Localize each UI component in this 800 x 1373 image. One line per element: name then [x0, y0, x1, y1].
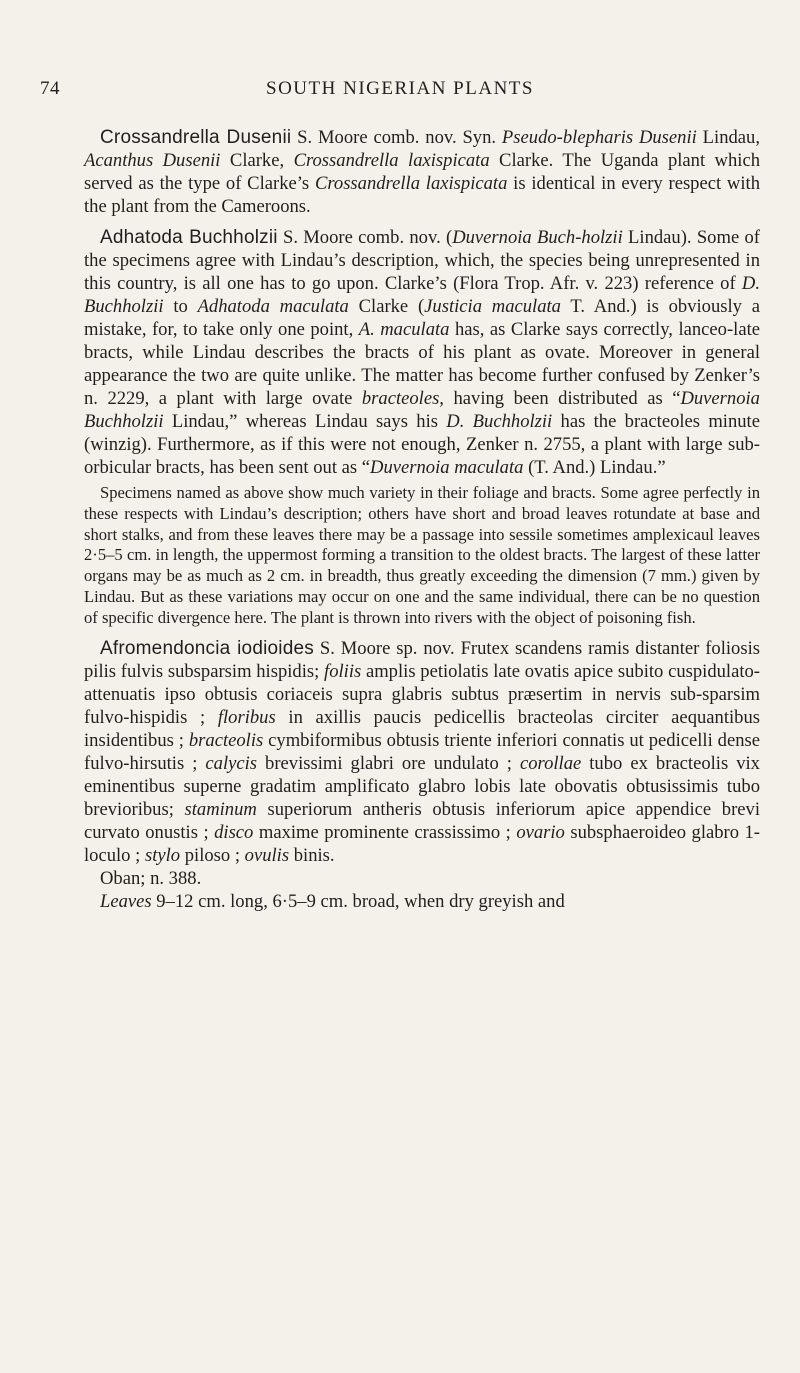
running-title: SOUTH NIGERIAN PLANTS: [266, 78, 534, 99]
species-name: Afromendoncia iodioides: [100, 637, 314, 659]
running-head: [40, 78, 760, 104]
locality: Oban; n. 388.: [100, 867, 202, 889]
entry-crossandrella: Crossandrella Dusenii S. Moore comb. nov. Syn. Pseudo-blepharis Dusenii Lindau, Acanthus Dusenii Clarke, Crossandrella laxispicata Clarke. The Uganda plant which served as the type of Clarke’s Crossandrella laxispicata is identical in every respect with the plant from the Cameroons.: [84, 127, 760, 217]
page-number: 74: [40, 78, 60, 99]
leaves-description: Leaves 9–12 cm. long, 6·5–9 cm. broad, when dry greyish and: [100, 890, 565, 912]
entry-afromendoncia: Afromendoncia iodioides S. Moore sp. nov. Frutex scandens ramis distanter foliosis pilis fulvis subsparsim hispidis; foliis amplis petiolatis late ovatis apice subito cuspidulato-attenuatis ipso obtusis coriaceis supra glabris subtus præsertim in nervis sub-sparsim fulvo-hispidis ; floribus in axillis paucis pedicellis bracteolas circiter aequantibus insidentibus ; bracteolis cymbiformibus obtusis triente inferiori connatis ut pedicelli dense fulvo-hirsutis ; calycis brevissimi glabri ore undulato ; corollae tubo ex bracteolis vix eminentibus superne gradatim amplificato glabro lobis late obovatis obtusissimis tubo brevioribus; staminum superiorum antheris obtusis inferiorum apice appendice brevi curvato onustis ; disco maxime prominente crassissimo ; ovario subsphaeroideo glabro 1-loculo ; stylo piloso ; ovulis binis.: [84, 637, 761, 866]
species-name: Crossandrella Dusenii: [100, 127, 292, 148]
species-name: Adhatoda Buchholzii: [100, 227, 278, 248]
entry-adhatoda: Adhatoda Buchholzii S. Moore comb. nov. (Duvernoia Buch-holzii Lindau). Some of the specimens agree with Lindau’s description, which, the species being unrepresented in this country, is all one has to go upon. Clarke’s (Flora Trop. Afr. v. 223) reference of D. Buchholzii to Adhatoda maculata Clarke (Justicia maculata T. And.) is obviously a mistake, for, to take only one point, A. maculata has, as Clarke says correctly, lanceo-late bracts, while Lindau describes the bracts of his plant as ovate. Moreover in general appearance the two are quite unlike. The matter has become further confused by Zenker’s n. 2229, a plant with large ovate bracteoles, having been distributed as “Duvernoia Buchholzii Lindau,” whereas Lindau says his D. Buchholzii has the bracteoles minute (winzig). Furthermore, as if this were not enough, Zenker n. 2755, a plant with large sub-orbicular bracts, has been sent out as “Duvernoia maculata (T. And.) Lindau.”: [84, 227, 760, 478]
page-body: [84, 126, 760, 913]
adhatoda-notes: Specimens named as above show much variety in their foliage and bracts. Some agree perfectly in these respects with Lindau’s description; others have short and broad leaves rotundate at base and short stalks, and from these leaves there may be a passage into sessile sometimes amplexicaul leaves 2·5–5 cm. in length, the uppermost forming a transition to the oldest bracts. The largest of these latter organs may be as much as 2 cm. in breadth, thus greatly exceeding the dimension (7 mm.) given by Lindau. But as these variations may occur on one and the same individual, there can be no question of specific divergence here. The plant is thrown into rivers with the object of poisoning fish.: [84, 483, 760, 627]
